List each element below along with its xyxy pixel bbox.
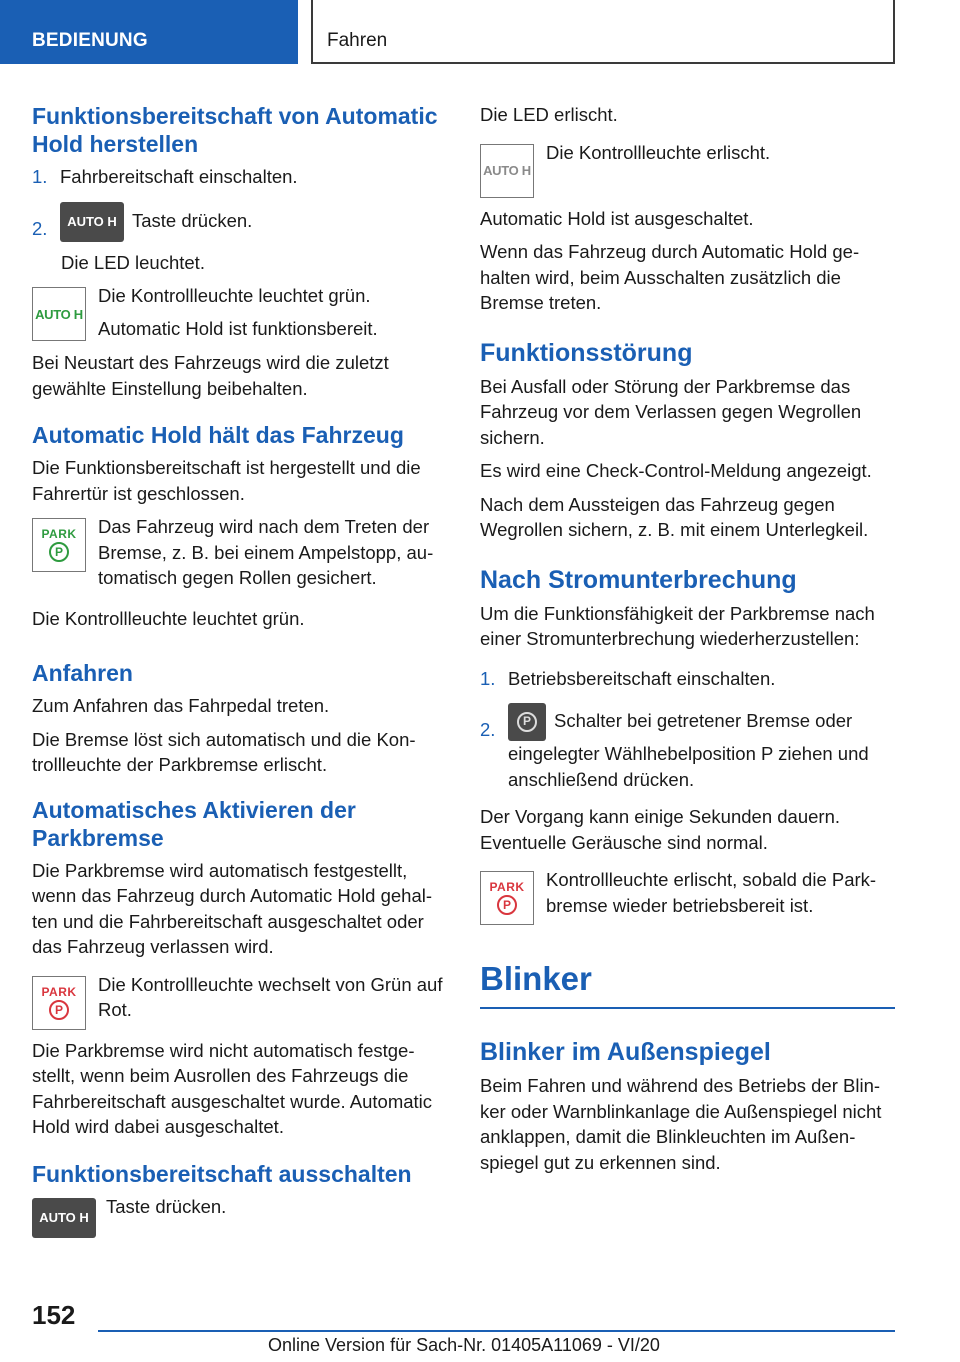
list-item: 1. Fahrbereitschaft einschalten.	[32, 166, 298, 187]
heading-power: Nach Stromunterbrechung	[480, 565, 797, 594]
heading-holds: Automatic Hold hält das Fahrzeug	[32, 422, 404, 448]
heading-start: Anfahren	[32, 660, 133, 686]
list-item: 1. Betriebsbereitschaft einschalten.	[480, 667, 776, 689]
activate-steps	[32, 164, 447, 242]
parking-brake-switch-icon	[508, 703, 546, 741]
power-steps	[480, 666, 895, 793]
left-column: Funktionsbereitschaft von Automatic Hold herstellen 1. Fahrbereitschaft einschalten. 2. AUTO H Taste drücken. Die LED leuchtet. AUTO H Die Kontrollleuchte leuchtet grün. Automatic Hold ist funktionsbereit. Bei Neustart des Fahrzeugs wird die zuletzt gewählte Einstellung beibehalten. Automatic Hold hält das Fahrzeug Die Funktionsbereitschaft ist hergestellt und die Fahrertür ist geschlossen. PARK P Das Fahrzeug wird nach dem Treten der Bremse, z. B. bei einem Ampelstopp, automatisch gegen Rollen gesichert. Die Kontrollleuchte leuchtet grün. Anfahren Zum Anfahren das Fahrpedal treten. Die Bremse löst sich automatisch und die Kontrollleuchte der Parkbremse erlischt. Automatisches Aktivieren der Parkbremse Die Parkbremse wird automatisch festgestellt, wenn das Fahrzeug durch Automatic Hold gehalten und die Fahrbereitschaft ausgeschaltet oder das Fahrzeug verlassen wird. PARK P Die Kontrollleuchte wechselt von Grün auf Rot. Die Parkbremse wird nicht automatisch festgestellt, wenn beim Ausrollen des Fahrzeugs die Fahrbereitschaft ausgeschaltet wurde. Automatic Hold wird dabei ausgeschaltet. Funktionsbereitschaft ausschalten AUTO H Taste drücken.	[32, 102, 447, 1246]
auto-h-indicator-icon: AUTO H	[480, 144, 534, 198]
right-column: Die LED erlischt. AUTO H Die Kontrollleuchte erlischt. Automatic Hold ist ausgeschaltet. Wenn das Fahrzeug durch Automatic Hold gehalten wird, beim Ausschalten zusätzlich die Bremse treten. Funktionsstörung Bei Ausfall oder Störung der Parkbremse das Fahrzeug vor dem Verlassen gegen Wegrollen sichern. Es wird eine Check-Control-Meldung angezeigt. Nach dem Aussteigen das Fahrzeug gegen Wegrollen sichern, z. B. mit einem Unterlegkeil. Nach Stromunterbrechung Um die Funktionsfähigkeit der Parkbremse nach einer Stromunterbrechung wiederherzustellen: 1. Betriebsbereitschaft einschalten. 2. P Schalter bei getretener Bremse oder eingelegter Wählhebelposition P ziehen und anschließend drücken. Der Vorgang kann einige Sekunden dauern. Eventuelle Geräusche sind normal. PARK P Kontrollleuchte erlischt, sobald die Parkbremse wieder betriebsbereit ist. Blinker Blinker im Außenspiegel Beim Fahren und während des Betriebs der Blinker oder Warnblinkanlage die Außenspiegel nicht anklappen, damit die Blinkleuchten im Außenspiegel gut zu erkennen sind.	[480, 102, 895, 1183]
heading-fault: Funktionsstörung	[480, 338, 693, 367]
page-number: 152	[32, 1300, 76, 1330]
auto-h-off-indicator-row: AUTO H Die Kontrollleuchte erlischt.	[480, 140, 895, 198]
auto-h-off-row: AUTO H Taste drücken.	[32, 1194, 447, 1238]
header-section: BEDIENUNG	[0, 0, 298, 64]
list-item: 2. P Schalter bei getretener Bremse oder eingelegter Wählhebelposition P ziehen und anschließend drücken.	[480, 703, 895, 792]
heading-auto-park: Automatisches Aktivieren der Parkbremse	[32, 796, 356, 851]
heading-mirror: Blinker im Außenspiegel	[480, 1038, 771, 1066]
restart-text: Bei Neustart des Fahrzeugs wird die zuletzt gewählte Einstellung beibehalten.	[32, 352, 389, 399]
auto-h-green-indicator-row: AUTO H Die Kontrollleuchte leuchtet grün. Automatic Hold ist funktionsbereit.	[32, 283, 447, 348]
park-indicator-icon: PARK P	[480, 871, 534, 925]
header-chapter: Fahren	[311, 0, 895, 64]
auto-h-button-icon: AUTO H	[60, 202, 124, 242]
park-indicator-icon: PARK P	[32, 518, 86, 572]
footer-text: Online Version für Sach-Nr. 01405A11069 - VI/20	[268, 1335, 660, 1355]
heading-blinker: Blinker	[480, 960, 592, 997]
heading-rule	[480, 1007, 895, 1009]
p-circle-icon: P	[517, 712, 537, 732]
park-red-indicator-row: PARK P Kontrollleuchte erlischt, sobald die Parkbremse wieder betriebsbereit ist.	[480, 867, 895, 925]
list-item: 2. AUTO H Taste drücken.	[32, 202, 447, 242]
heading-activate: Funktionsbereitschaft von Automatic Hold herstellen	[32, 103, 438, 157]
auto-h-indicator-icon: AUTO H	[32, 287, 86, 341]
park-indicator-icon: PARK P	[32, 976, 86, 1030]
park-red-indicator-row: PARK P Die Kontrollleuchte wechselt von Grün auf Rot.	[32, 972, 447, 1030]
park-green-indicator-row: PARK P Das Fahrzeug wird nach dem Treten der Bremse, z. B. bei einem Ampelstopp, automatisch gegen Rollen gesichert.	[32, 514, 447, 598]
heading-off: Funktionsbereitschaft ausschalten	[32, 1160, 412, 1187]
auto-h-button-icon: AUTO H	[32, 1198, 96, 1238]
footer-rule	[98, 1330, 895, 1332]
led-on-text: Die LED leuchtet.	[61, 251, 205, 273]
